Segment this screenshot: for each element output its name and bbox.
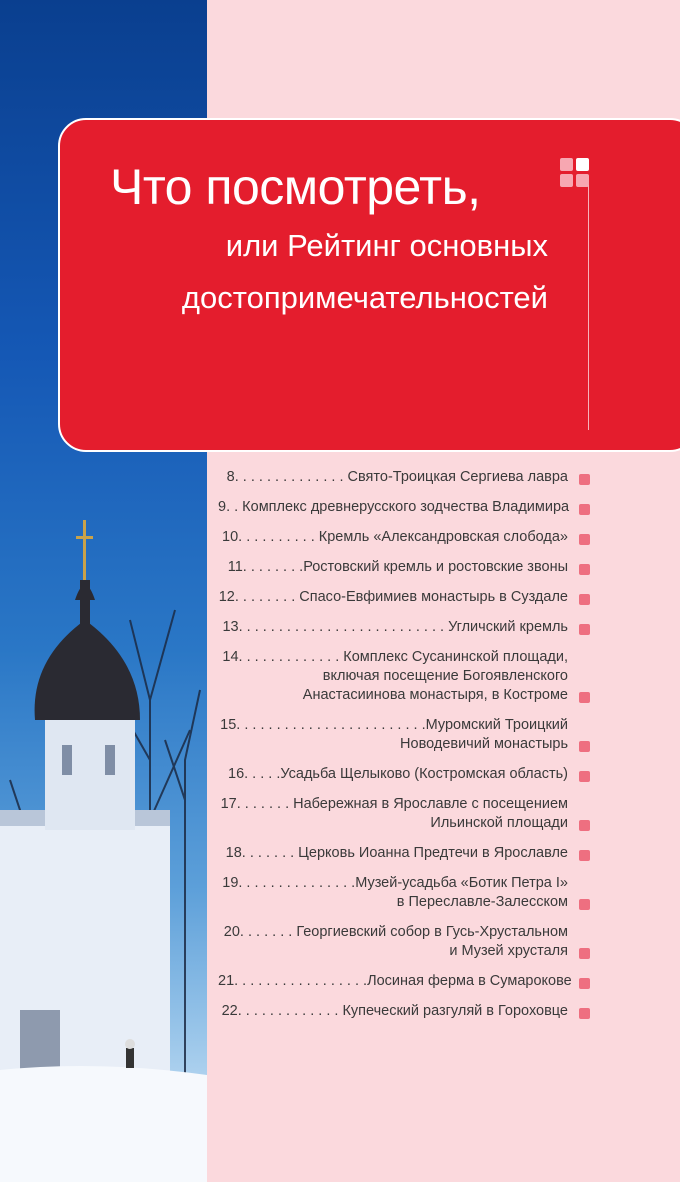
bullet-square-icon <box>579 899 590 910</box>
list-item <box>218 874 590 912</box>
list-item-text: 15. . . . . . . . . . . . . . . . . . . . . . . .Муромский Троицкий <box>220 717 568 733</box>
list-item-text: 20. . . . . . . Георгиевский собор в Гусь-Хрустальном <box>223 924 568 940</box>
bullet-square-icon <box>579 1008 590 1019</box>
bullet-square-icon <box>579 504 590 515</box>
page-title: Что посмотреть, <box>110 159 481 215</box>
list-item-text: 11. . . . . . . .Ростовский кремль и ростовские звоны <box>227 559 568 575</box>
list-item-text: 19. . . . . . . . . . . . . . .Музей-усадьба «Ботик Петра I» <box>222 875 568 891</box>
list-item-text: включая посещение Богоявленского <box>322 668 568 684</box>
bullet-square-icon <box>579 594 590 605</box>
list-item-text: Новодевичий монастырь <box>400 736 568 752</box>
list-item-text: 8. . . . . . . . . . . . . . Свято-Троицкая Сергиева лавра <box>226 469 568 485</box>
list-item <box>218 972 590 991</box>
list-item <box>218 558 590 577</box>
list-item <box>218 844 590 863</box>
page-subtitle-line1: или Рейтинг основных <box>225 228 548 263</box>
list-item-text: Ильинской площади <box>430 815 568 831</box>
list-item <box>218 618 590 637</box>
list-item <box>218 1002 590 1021</box>
list-item <box>218 468 590 487</box>
list-item-text: в Переславле-Залесском <box>396 894 568 910</box>
list-item-text: 10. . . . . . . . . . Кремль «Александровская слобода» <box>222 529 568 545</box>
bullet-square-icon <box>579 741 590 752</box>
list-item-text: Анастасиинова монастыря, в Костроме <box>302 687 568 703</box>
bullet-square-icon <box>579 771 590 782</box>
bullet-square-icon <box>579 948 590 959</box>
list-item <box>218 498 590 517</box>
list-item-text: 14. . . . . . . . . . . . . Комплекс Сусанинской площади, <box>222 649 568 665</box>
page-subtitle-line2: достопримечательностей <box>181 280 548 315</box>
decorative-divider <box>588 185 589 430</box>
list-item-text: 18. . . . . . . Церковь Иоанна Предтечи в Ярославле <box>225 845 568 861</box>
list-item-text: 9. . Комплекс древнерусского зодчества Владимира <box>218 499 570 515</box>
bullet-square-icon <box>579 624 590 635</box>
bullet-square-icon <box>579 564 590 575</box>
list-item <box>218 765 590 784</box>
list-item-text: 17. . . . . . . Набережная в Ярославле с посещением <box>220 796 568 812</box>
list-item <box>218 923 590 961</box>
list-item-text: 22. . . . . . . . . . . . . Купеческий разгуляй в Гороховце <box>221 1003 568 1019</box>
bullet-square-icon <box>579 474 590 485</box>
list-item <box>218 795 590 833</box>
bullet-square-icon <box>579 534 590 545</box>
list-item <box>218 716 590 754</box>
bullet-square-icon <box>579 692 590 703</box>
list-item <box>218 648 590 705</box>
list-item <box>218 528 590 547</box>
bullet-square-icon <box>579 820 590 831</box>
list-item-text: 21. . . . . . . . . . . . . . . . .Лосиная ферма в Сумарокове <box>218 973 572 989</box>
list-item-text: 16. . . . .Усадьба Щелыково (Костромская область) <box>228 766 568 782</box>
list-item-text: и Музей хрусталя <box>449 943 568 959</box>
list-item-text: 12. . . . . . . . Спасо-Евфимиев монастырь в Суздале <box>218 589 568 605</box>
bullet-square-icon <box>579 850 590 861</box>
list-item-text: 13. . . . . . . . . . . . . . . . . . . . . . . . . . Угличский кремль <box>222 619 568 635</box>
list-item <box>218 588 590 607</box>
bullet-square-icon <box>579 978 590 989</box>
attractions-list <box>218 468 590 1032</box>
